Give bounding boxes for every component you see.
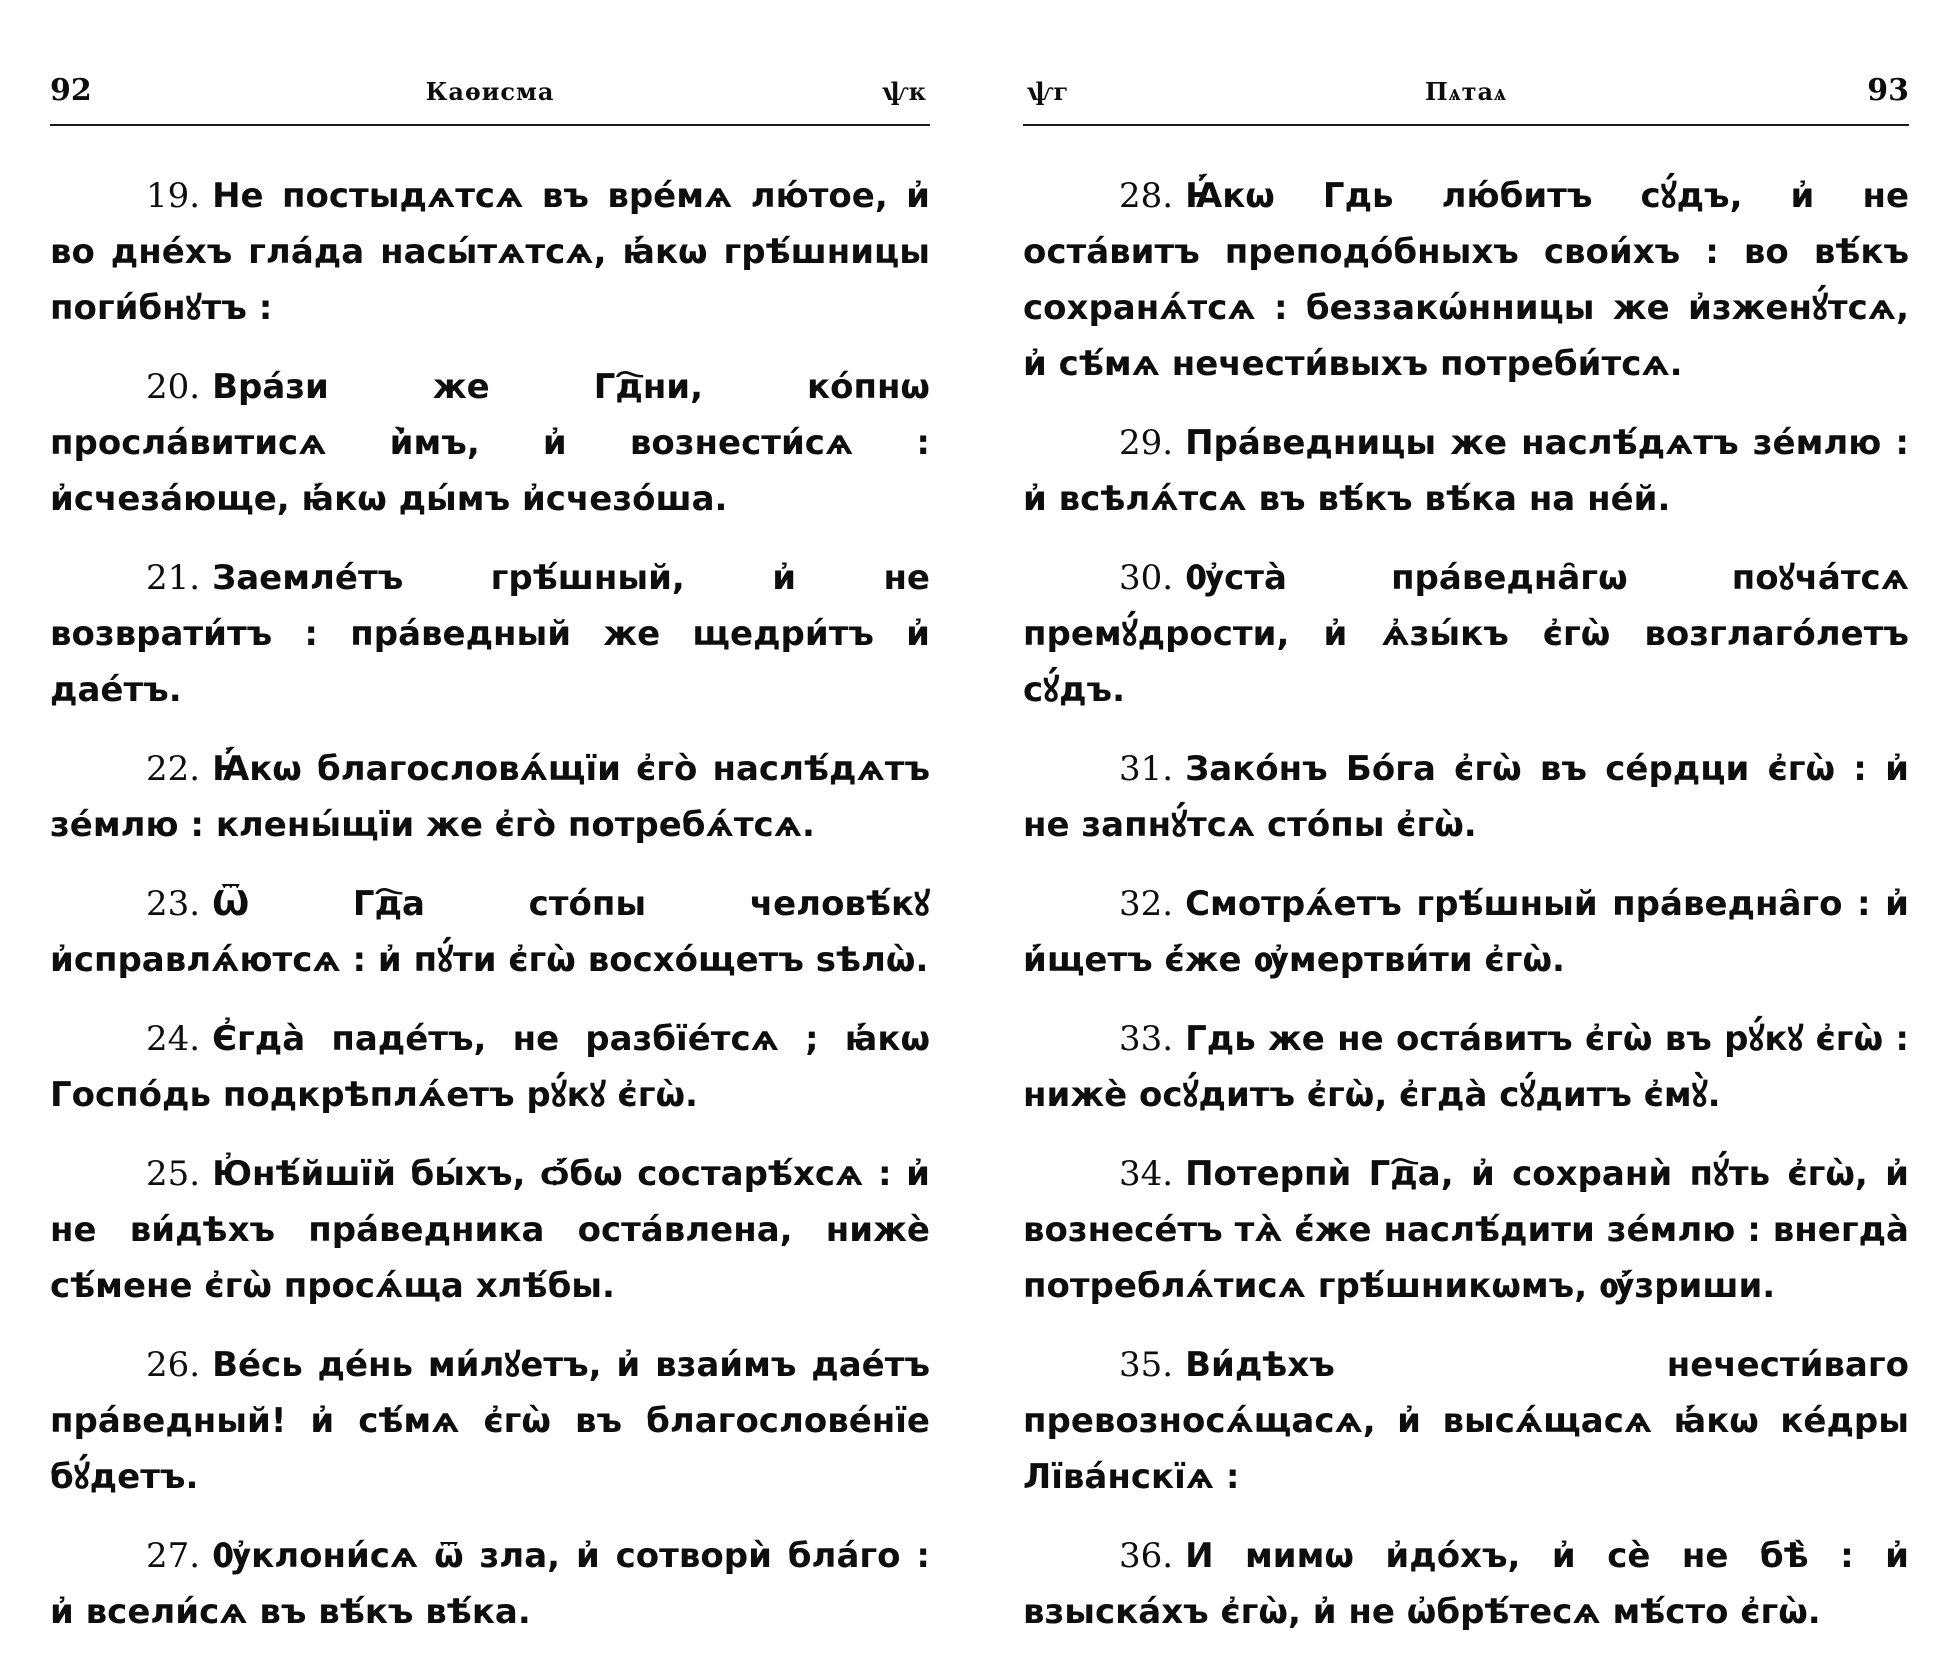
verse-text: Заемле́тъ грѣ́шный, и҆ не возврати́тъ : пра́ведный же щедри́тъ и҆ дае́тъ. — [50, 558, 930, 710]
verse-number: 32. — [1119, 884, 1174, 924]
verse-number: 27. — [146, 1536, 201, 1576]
verse-text: И мимѡ и҆до́хъ, и҆ сѐ не бѣ̀ : и҆ взыска́хъ є҆гѡ̀, и҆ не ѡ҆брѣ́тесѧ мѣ́сто є҆гѡ̀. — [1023, 1536, 1909, 1632]
verse — [50, 359, 930, 527]
left-page-folio: ѱк — [882, 77, 926, 106]
verse-number: 25. — [146, 1154, 201, 1194]
verse-text: Ꙗ҆́кѡ благословѧ́щїи є҆го̀ наслѣ́дѧтъ зе́млю : клены́щїи же є҆го̀ потребѧ́тсѧ. — [50, 749, 930, 845]
verse-text: Пра́ведницы же наслѣ́дѧтъ зе́млю : и҆ всѣлѧ́тсѧ въ вѣ́къ вѣ́ка на не́й. — [1023, 423, 1909, 519]
left-page-header — [50, 72, 930, 112]
verse-number: 33. — [1119, 1019, 1174, 1059]
verse-number: 36. — [1119, 1536, 1174, 1576]
verse-text: Не постыдѧтсѧ въ вре́мѧ лю́тое, и҆ во дне́хъ гла́да насы́тѧтсѧ, ꙗ҆́кѡ грѣ́шницы поги́бнꙋтъ : — [50, 176, 930, 328]
verse-number: 23. — [146, 884, 201, 924]
verse-number: 28. — [1119, 176, 1174, 216]
left-page — [0, 0, 971, 1632]
verse-number: 29. — [1119, 423, 1174, 463]
verse-number: 24. — [146, 1019, 201, 1059]
right-header-rule — [1023, 124, 1909, 126]
verse — [50, 741, 930, 853]
right-page-folio: ѱг — [1027, 77, 1069, 106]
verse-text: Ѿ Гд҇а сто́пы человѣ́кꙋ и҆справлѧ́ютсѧ : и҆ пꙋ́ти є҆гѡ̀ восхо́щетъ ѕѣлѡ̀. — [50, 884, 930, 980]
verse — [1023, 1011, 1909, 1123]
verse — [50, 550, 930, 718]
left-verse-list — [50, 168, 930, 1663]
left-page-number: 92 — [50, 73, 92, 108]
verse — [1023, 415, 1909, 527]
verse — [50, 168, 930, 336]
verse-text: Гдь же не оста́витъ є҆гѡ̀ въ рꙋ́кꙋ є҆гѡ̀ : нижѐ осꙋ́дитъ є҆гѡ̀, є҆гда̀ сꙋ́дитъ є҆мꙋ̀. — [1023, 1019, 1909, 1115]
verse — [1023, 1146, 1909, 1314]
right-verse-list — [1023, 168, 1909, 1663]
verse-number: 21. — [146, 558, 201, 598]
verse-number: 22. — [146, 749, 201, 789]
verse-number: 26. — [146, 1345, 201, 1385]
verse — [50, 1528, 930, 1640]
left-header-rule — [50, 124, 930, 126]
verse-text: Ѹ҆ста̀ пра́ведна̑гѡ поꙋча́тсѧ премꙋ́дрости, и҆ ѧ҆зы́къ є҆гѡ̀ возглаго́летъ сꙋ́дъ. — [1023, 558, 1909, 710]
verse-text: Потерпѝ Гд҇а, и҆ сохранѝ пꙋ́ть є҆гѡ̀, и҆ вознесе́тъ тѧ̀ є҆́же наслѣ́дити зе́млю : внегда̀ потреблѧ́тисѧ грѣ́шникѡмъ, ѹ҆́зриши. — [1023, 1154, 1909, 1306]
verse-text: Ю҆нѣ́йшїй бы́хъ, ѻ҆́бѡ состарѣ́хсѧ : и҆ не ви́дѣхъ пра́ведника оста́влена, нижѐ сѣ́мене є҆гѡ̀ просѧ́ща хлѣ́бы. — [50, 1154, 930, 1306]
verse — [1023, 876, 1909, 988]
verse — [1023, 1337, 1909, 1505]
verse — [50, 1011, 930, 1123]
verse — [1023, 741, 1909, 853]
right-page-title: Пѧтаѧ — [1424, 77, 1508, 106]
verse — [1023, 1528, 1909, 1640]
verse-number: 34. — [1119, 1154, 1174, 1194]
verse — [1023, 168, 1909, 392]
verse-text: Ви́дѣхъ нечести́ваго превозносѧ́щасѧ, и҆ высѧ́щасѧ ꙗ҆́кѡ ке́дры Лїва́нскїѧ : — [1023, 1345, 1909, 1497]
verse — [1023, 550, 1909, 718]
verse-text: Ве́сь де́нь ми́лꙋетъ, и҆ взаи́мъ дае́тъ пра́ведный! и҆ сѣ́мѧ є҆гѡ̀ въ благослове́нїе бꙋ́детъ. — [50, 1345, 930, 1497]
verse-text: Ѹ҆клони́сѧ ѿ зла, и҆ сотворѝ бла́го : и҆ всели́сѧ въ вѣ́къ вѣ́ка. — [50, 1536, 930, 1632]
verse-number: 19. — [146, 176, 201, 216]
verse — [50, 1146, 930, 1314]
left-page-title: Каѳисма — [425, 77, 555, 106]
right-page-number: 93 — [1867, 73, 1909, 108]
verse-number: 35. — [1119, 1345, 1174, 1385]
right-page — [971, 0, 1942, 1632]
verse-number: 31. — [1119, 749, 1174, 789]
verse-text: Є҆гда̀ паде́тъ, не разбїе́тсѧ ; ꙗ҆́кѡ Госпо́дь подкрѣплѧ́етъ рꙋ́кꙋ є҆гѡ̀. — [50, 1019, 930, 1115]
right-page-header — [1023, 72, 1909, 112]
verse-text: Вра́зи же Гд҇ни, ко́пнѡ просла́витисѧ и҆̀мъ, и҆ вознести́сѧ : и҆счеза́юще, ꙗ҆́кѡ ды́мъ и҆счезо́ша. — [50, 367, 930, 519]
verse-text: Зако́нъ Бо́га є҆гѡ̀ въ се́рдци є҆гѡ̀ : и҆ не запнꙋ́тсѧ сто́пы є҆гѡ̀. — [1023, 749, 1909, 845]
verse — [50, 1337, 930, 1505]
verse-number: 20. — [146, 367, 201, 407]
verse-text: Смотрѧ́етъ грѣ́шный пра́ведна̑го : и҆ и҆́щетъ є҆́же ѹ҆мертви́ти є҆гѡ̀. — [1023, 884, 1909, 980]
verse — [50, 876, 930, 988]
verse-text: Ꙗ҆́кѡ Гдь лю́битъ сꙋ́дъ, и҆ не оста́витъ преподо́бныхъ свои́хъ : во вѣ́къ сохранѧ́тсѧ : беззакѡ́нницы же и҆зженꙋ́тсѧ, и҆ сѣ́мѧ нечести́выхъ потреби́тсѧ. — [1023, 176, 1909, 384]
verse-number: 30. — [1119, 558, 1174, 598]
